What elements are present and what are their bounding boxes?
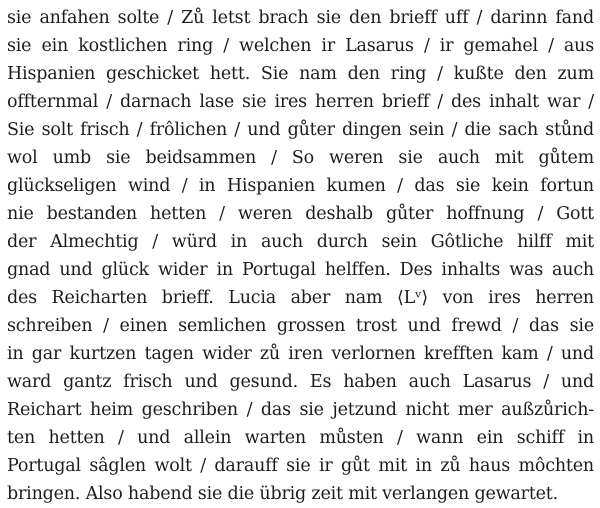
text-line-13: in gar kurtzen tagen wider zů iren verlornen krefften kam / und: [7, 344, 594, 364]
text-line-4: offternmal / darnach lase sie ires herren brieff / des inhalt war /: [7, 92, 594, 112]
text-line-1: sie anfahen solte / Zů letst brach sie den brieff uff / darinn fand: [7, 8, 594, 28]
text-line-15: Reichart heim geschriben / das sie jetzund nicht mer außzůrich-: [7, 400, 594, 420]
text-line-17: Portugal sâglen wolt / darauff sie ir gůt mit in zů haus môchten: [7, 456, 594, 476]
text-line-8: nie bestanden hetten / weren deshalb gůter hoffnung / Gott: [7, 204, 594, 224]
text-line-12: schreiben / einen semlichen grossen trost und frewd / das sie: [7, 316, 594, 336]
text-line-14: ward gantz frisch und gesund. Es haben auch Lasarus / und: [7, 372, 594, 392]
text-line-11: des Reicharten brieff. Lucia aber nam ⟨Lᵛ⟩ von ires herren: [7, 288, 594, 308]
text-line-5: Sie solt frisch / frôlichen / und gůter dingen sein / die sach stůnd: [7, 120, 594, 140]
text-line-18: bringen. Also habend sie die übrig zeit mit verlangen gewartet.: [7, 484, 558, 504]
text-line-10: gnad und glück wider in Portugal helffen. Des inhalts was auch: [7, 260, 594, 280]
text-line-2: sie ein kostlichen ring / welchen ir Lasarus / ir gemahel / aus: [7, 36, 594, 56]
text-line-6: wol umb sie beidsammen / So weren sie auch mit gůtem: [7, 148, 594, 168]
text-line-9: der Almechtig / würd in auch durch sein Gôtliche hilff mit: [7, 232, 594, 252]
text-line-16: ten hetten / und allein warten můsten / wann ein schiff in: [7, 428, 594, 448]
text-line-7: glückseligen wind / in Hispanien kumen / das sie kein fortun: [7, 176, 594, 196]
text-line-3: Hispanien geschicket hett. Sie nam den ring / kußte den zum: [7, 64, 594, 84]
